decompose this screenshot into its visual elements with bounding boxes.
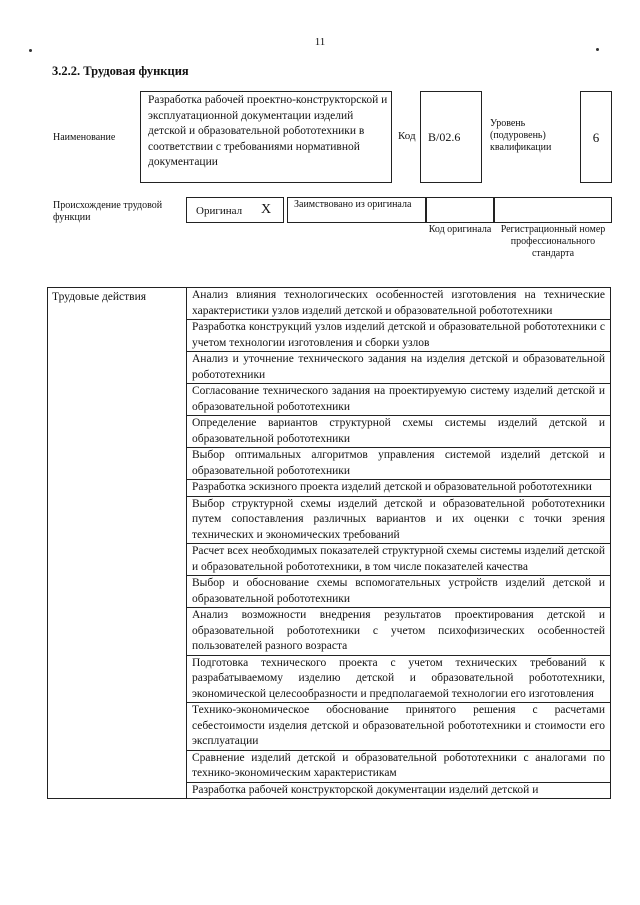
labor-actions-table (47, 287, 611, 799)
labor-action-item: Выбор оптимальных алгоритмов управления системой изделий детской и образовательной робототехники (187, 448, 611, 480)
code-value: B/02.6 (420, 91, 482, 183)
labor-action-item: Разработка конструкций узлов изделий детской и образовательной робототехники с учетом технологии изготовления и сборки узлов (187, 320, 611, 352)
reg-number-label: Регистрационный номер профессионального стандарта (500, 224, 606, 259)
labor-action-item: Определение вариантов структурной схемы системы изделий детской и образовательной робототехники (187, 416, 611, 448)
labor-action-item: Выбор и обоснование схемы вспомогательных устройств изделий детской и образовательной робототехники (187, 576, 611, 608)
code-original-cell (426, 197, 494, 223)
reg-number-cell (494, 197, 612, 223)
labor-action-item: Разработка эскизного проекта изделий детской и образовательной робототехники (187, 480, 611, 497)
level-label: Уровень (подуровень) квалификации (490, 118, 552, 153)
labor-action-item: Подготовка технического проекта с учетом технических требований к разрабатываемому изделию детской и образовательной робототехники, экономической целесообразности и предполагаемой технологии его изготовления (187, 655, 611, 703)
labor-action-item: Расчет всех необходимых показателей структурной схемы системы изделий детской и образовательной робототехники, в том числе показателей качества (187, 544, 611, 576)
labor-action-item: Анализ и уточнение технического задания на изделия детской и образовательной робототехники (187, 352, 611, 384)
labor-action-item: Анализ возможности внедрения результатов проектирования детской и образовательной робототехники с учетом психофизических особенностей пользователей разного возраста (187, 608, 611, 656)
code-original-label: Код оригинала (428, 224, 492, 235)
labor-actions-label: Трудовые действия (48, 288, 187, 799)
scan-dot (596, 48, 599, 51)
name-label: Наименование (53, 132, 116, 143)
page-number: 11 (314, 36, 326, 48)
function-name: Разработка рабочей проектно-конструкторской и эксплуатационной документации изделий детской и образовательной робототехники в соответствии с требованиями нормативной документации (140, 91, 392, 183)
borrowed-cell: Заимствовано из оригинала (287, 197, 426, 223)
labor-action-item: Разработка рабочей конструкторской документации изделий детской и (187, 782, 611, 799)
labor-action-item: Технико-экономическое обоснование принятого решения с расчетами себестоимости изделия детской и образовательной робототехники и стоимости его эксплуатации (187, 703, 611, 751)
level-value: 6 (580, 91, 612, 183)
labor-action-item: Выбор структурной схемы изделий детской и образовательной робототехники путем сопоставления различных вариантов и их оценки с точки зрения технических и экономических требований (187, 496, 611, 544)
labor-action-item: Согласование технического задания на проектируемую систему изделий детской и образовательной робототехники (187, 384, 611, 416)
scan-dot (29, 49, 32, 52)
original-mark: X (261, 202, 272, 217)
table-row (48, 288, 611, 320)
original-label: Оригинал (196, 205, 243, 217)
code-label: Код (398, 130, 416, 142)
original-cell (186, 197, 284, 223)
labor-action-item: Анализ влияния технологических особенностей изготовления на технические характеристики узлов изделий детской и образовательной робототехники (187, 288, 611, 320)
origin-label: Происхождение трудовой функции (53, 200, 163, 223)
labor-action-item: Сравнение изделий детской и образовательной робототехники с аналогами по технико-экономическим характеристикам (187, 750, 611, 782)
section-title: 3.2.2. Трудовая функция (52, 64, 189, 78)
